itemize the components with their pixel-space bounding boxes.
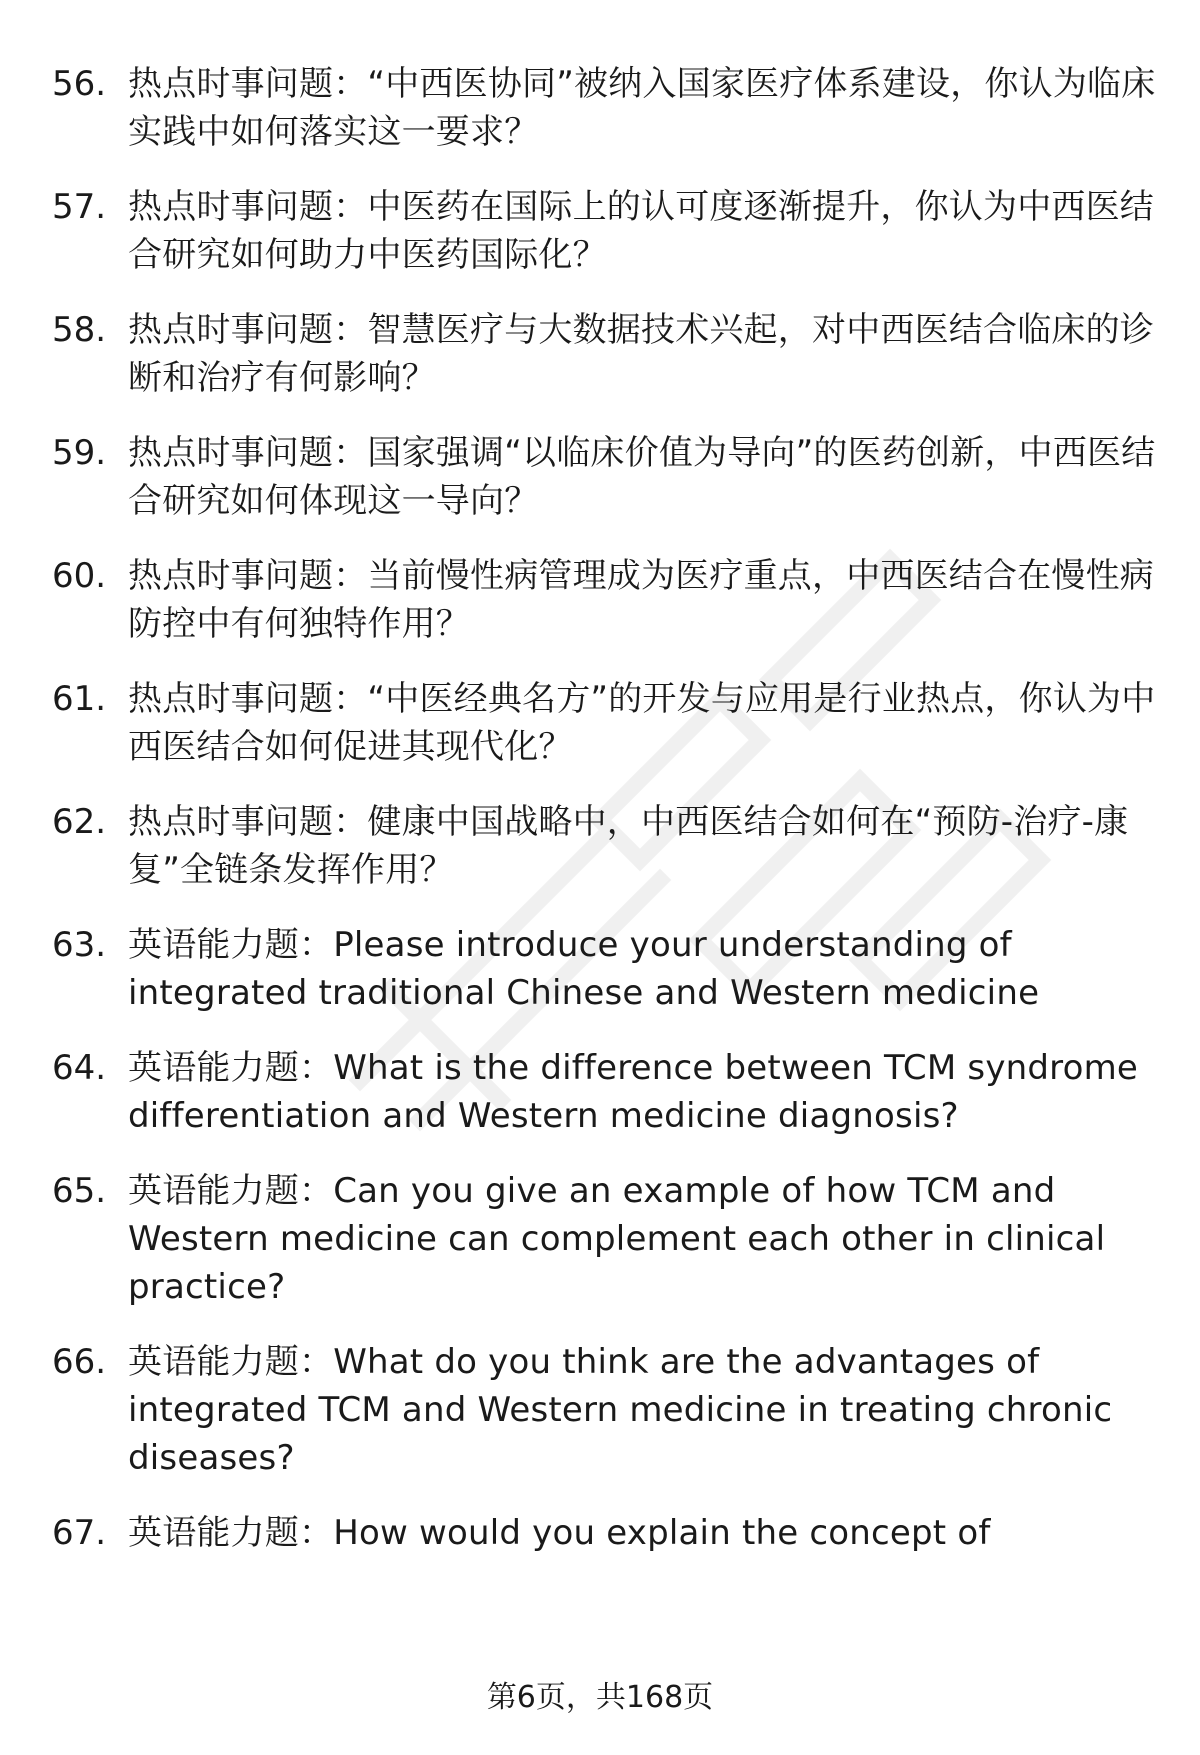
- question-text: 热点时事问题：“中西医协同”被纳入国家医疗体系建设，你认为临床实践中如何落实这一要求？: [128, 64, 1156, 152]
- question-item: [52, 1509, 1162, 1557]
- question-item: [52, 798, 1162, 894]
- question-text: 热点时事问题：“中医经典名方”的开发与应用是行业热点，你认为中西医结合如何促进其现代化？: [128, 679, 1156, 767]
- question-item: [52, 183, 1162, 279]
- question-number: 56.: [52, 64, 107, 104]
- question-number: 67.: [52, 1513, 107, 1553]
- question-list: [52, 60, 1162, 1584]
- question-item: [52, 60, 1162, 156]
- question-number: 63.: [52, 925, 107, 965]
- question-item: [52, 675, 1162, 771]
- question-text: 英语能力题：Can you give an example of how TCM and Western medicine can complement each other in clinical practice?: [128, 1171, 1106, 1307]
- question-item: [52, 1167, 1162, 1311]
- question-item: [52, 306, 1162, 402]
- question-number: 64.: [52, 1048, 107, 1088]
- question-number: 65.: [52, 1171, 107, 1211]
- question-text: 热点时事问题：智慧医疗与大数据技术兴起，对中西医结合临床的诊断和治疗有何影响？: [128, 310, 1154, 398]
- question-item: [52, 921, 1162, 1017]
- question-number: 66.: [52, 1342, 107, 1382]
- question-text: 英语能力题：What is the difference between TCM syndrome differentiation and Western medicine diagnosis?: [128, 1048, 1139, 1136]
- question-number: 57.: [52, 187, 107, 227]
- question-text: 热点时事问题：当前慢性病管理成为医疗重点，中西医结合在慢性病防控中有何独特作用？: [128, 556, 1154, 644]
- question-number: 59.: [52, 433, 107, 473]
- question-text: 热点时事问题：国家强调“以临床价值为导向”的医药创新，中西医结合研究如何体现这一导向？: [128, 433, 1156, 521]
- question-item: [52, 552, 1162, 648]
- question-item: [52, 1044, 1162, 1140]
- question-text: 英语能力题：What do you think are the advantages of integrated TCM and Western medicine in treating chronic diseases?: [128, 1342, 1113, 1478]
- question-number: 60.: [52, 556, 107, 596]
- question-item: [52, 1338, 1162, 1482]
- question-text: 热点时事问题：健康中国战略中，中西医结合如何在“预防-治疗-康复”全链条发挥作用？: [128, 802, 1129, 890]
- question-text: 英语能力题：How would you explain the concept of: [128, 1513, 991, 1553]
- question-number: 61.: [52, 679, 107, 719]
- question-text: 英语能力题：Please introduce your understanding of integrated traditional Chinese and Western medicine: [128, 925, 1040, 1013]
- question-number: 58.: [52, 310, 107, 350]
- page-footer: 第6页，共168页: [486, 1680, 714, 1715]
- question-number: 62.: [52, 802, 107, 842]
- question-item: [52, 429, 1162, 525]
- question-text: 热点时事问题：中医药在国际上的认可度逐渐提升，你认为中西医结合研究如何助力中医药国际化？: [128, 187, 1154, 275]
